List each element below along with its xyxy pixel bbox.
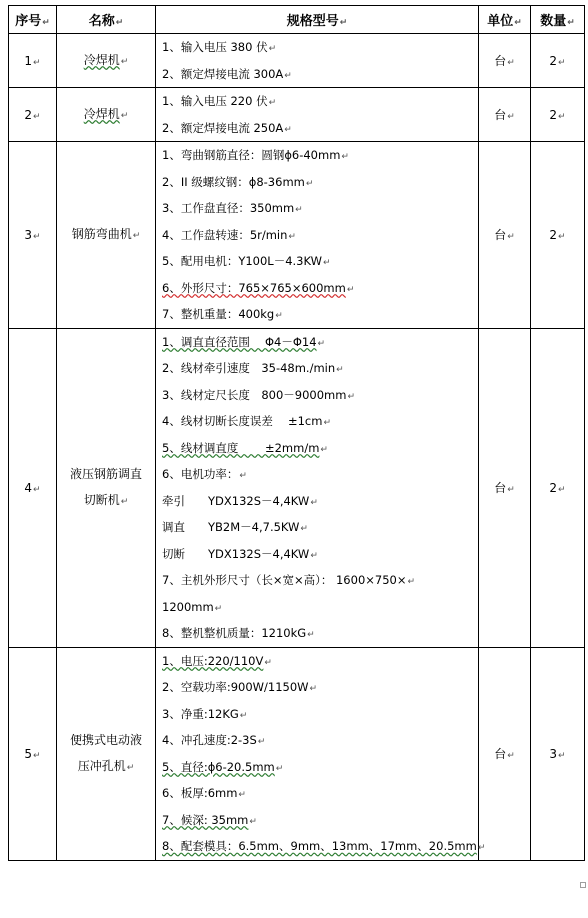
name-text: 液压钢筋调直切断机 — [69, 466, 142, 507]
paragraph-mark: ↵ — [120, 110, 129, 121]
spec-line-text: 1、弯曲钢筋直径：圆钢ɸ6-40mm — [162, 148, 341, 162]
spec-line-text: 5、线材调直度 ±2mm/m — [162, 440, 320, 455]
spec-line — [162, 142, 478, 169]
unit-text: 台 — [494, 54, 507, 68]
spec-line-text: 4、冲孔速度:2-3S — [162, 733, 257, 747]
paragraph-mark: ↵ — [268, 44, 277, 54]
spec-line — [162, 648, 478, 675]
cell-name — [57, 328, 156, 647]
spec-line-text: 3、净重:12KG — [162, 706, 239, 721]
spec-line — [162, 674, 478, 701]
seq-text: 2 — [24, 107, 33, 122]
spec-line — [162, 382, 478, 409]
table-row — [9, 34, 585, 88]
cell-qty — [531, 88, 585, 142]
qty-text: 2 — [549, 107, 558, 122]
paragraph-mark: ↵ — [264, 657, 272, 668]
seq-text: 3 — [24, 227, 33, 242]
spec-line — [162, 88, 478, 115]
cell-name — [57, 142, 156, 329]
spec-line — [162, 248, 478, 275]
paragraph-mark: ↵ — [320, 444, 328, 455]
spec-line — [162, 275, 478, 302]
spec-line — [162, 115, 478, 142]
spec-line — [162, 780, 478, 807]
spec-line-text: 6、外形尺寸：765×765×600mm — [162, 280, 346, 295]
paragraph-mark: ↵ — [284, 70, 292, 81]
paragraph-mark: ↵ — [300, 524, 308, 534]
spec-line-text: 8、整机整机质量：1210kG — [162, 626, 307, 640]
cell-name — [57, 647, 156, 860]
paragraph-mark: ↵ — [284, 124, 292, 135]
paragraph-mark: ↵ — [323, 258, 331, 268]
spec-line-text: 4、工作盘转速：5r/min — [162, 227, 288, 242]
cell-spec — [156, 647, 486, 860]
spec-line-text: 7、整机重量：400kg — [162, 307, 275, 321]
cell-qty — [531, 647, 585, 860]
cell-spec — [156, 88, 479, 142]
paragraph-mark: ↵ — [507, 751, 515, 761]
paragraph-mark: ↵ — [268, 98, 277, 108]
cell-unit — [479, 88, 531, 142]
paragraph-mark: ↵ — [336, 365, 344, 375]
spec-line — [162, 222, 478, 249]
equipment-spec-table — [8, 5, 585, 861]
paragraph-mark: ↵ — [341, 152, 349, 162]
spec-line-text: 6、板厚:6mm — [162, 786, 238, 800]
cell-qty — [531, 328, 585, 647]
cell-qty — [531, 34, 585, 88]
paragraph-mark: ↵ — [238, 790, 246, 800]
spec-line — [162, 461, 478, 488]
paragraph-mark: ↵ — [507, 58, 515, 68]
spec-line-text: 7、候深: 35mm — [162, 812, 249, 827]
paragraph-mark: ↵ — [407, 577, 416, 587]
table-row — [9, 88, 585, 142]
spec-line-text: 2、II 级螺纹钢：ɸ8-36mm — [162, 174, 305, 189]
name-text: 钢筋弯曲机 — [71, 226, 132, 241]
paragraph-mark: ↵ — [288, 231, 296, 242]
spec-line-text: 切断 YDX132S－4,4KW — [162, 546, 310, 561]
spec-line-text: 1200mm — [162, 599, 214, 614]
paragraph-mark: ↵ — [310, 550, 318, 561]
cell-spec — [156, 328, 479, 647]
paragraph-mark: ↵ — [507, 112, 515, 122]
paragraph-mark: ↵ — [295, 205, 303, 215]
spec-line-text: 4、线材切断长度误差 ±1cm — [162, 414, 323, 428]
spec-line-text: 2、空载功率:900W/1150W — [162, 680, 309, 694]
spec-line-text: 1、调直直径范围 Φ4－Φ14 — [162, 334, 317, 349]
paragraph-mark: ↵ — [33, 484, 41, 495]
cell-seq — [9, 328, 57, 647]
paragraph-mark: ↵ — [558, 57, 566, 68]
unit-text: 台 — [494, 747, 507, 761]
paragraph-mark: ↵ — [347, 391, 355, 402]
spec-line-text: 1、电压:220/110V — [162, 653, 264, 668]
spec-line — [162, 727, 478, 754]
paragraph-mark: ↵ — [275, 763, 284, 774]
spec-line — [162, 594, 478, 621]
spec-line — [162, 34, 478, 61]
header-cell-spec: 规格型号↵ — [156, 6, 479, 34]
cell-unit — [479, 647, 531, 860]
spec-line-text: 3、工作盘直径：350mm — [162, 201, 295, 215]
table-row — [9, 328, 585, 647]
cell-seq — [9, 142, 57, 329]
paragraph-mark: ↵ — [317, 338, 326, 349]
paragraph-mark: ↵ — [507, 485, 515, 495]
spec-line-text: 2、额定焊接电流 250A — [162, 120, 284, 135]
spec-line — [162, 567, 478, 594]
name-text: 冷焊机 — [83, 52, 120, 67]
qty-text: 2 — [549, 53, 558, 68]
cell-seq — [9, 34, 57, 88]
qty-text: 2 — [549, 480, 558, 495]
spec-line-text: 8、配套模具：6.5mm、9mm、13mm、17mm、20.5mm — [162, 839, 477, 853]
paragraph-mark: ↵ — [257, 737, 266, 747]
paragraph-mark: ↵ — [305, 178, 314, 189]
paragraph-mark: ↵ — [249, 816, 257, 827]
qty-text: 3 — [549, 746, 558, 761]
spec-line — [162, 301, 478, 328]
paragraph-mark: ↵ — [307, 630, 315, 640]
spec-line-text: 3、线材定尺长度 800－9000mm — [162, 387, 347, 402]
paragraph-mark: ↵ — [275, 311, 283, 321]
cell-unit — [479, 328, 531, 647]
paragraph-mark: ↵ — [120, 496, 129, 507]
paragraph-mark: ↵ — [33, 231, 41, 242]
paragraph-mark: ↵ — [120, 56, 129, 67]
page-corner-mark — [580, 882, 586, 888]
spec-line-text: 2、线材牵引速度 35-48m./min — [162, 361, 336, 375]
cell-name — [57, 88, 156, 142]
spec-line — [162, 195, 478, 222]
spec-line-text: 1、输入电压 220 伏 — [162, 94, 268, 108]
paragraph-mark: ↵ — [132, 230, 141, 241]
cell-seq — [9, 647, 57, 860]
unit-text: 台 — [494, 481, 507, 495]
cell-spec — [156, 34, 479, 88]
seq-text: 5 — [24, 746, 33, 761]
cell-unit — [479, 142, 531, 329]
paragraph-mark: ↵ — [33, 57, 41, 68]
header-cell-qty: 数量↵ — [531, 6, 585, 34]
spec-line-text: 5、直径:ɸ6-20.5mm — [162, 759, 275, 774]
spec-line — [162, 61, 478, 88]
header-cell-name: 名称↵ — [57, 6, 156, 34]
spec-line-text: 5、配用电机：Y100L－4.3KW — [162, 254, 322, 268]
paragraph-mark: ↵ — [507, 232, 515, 243]
cell-name — [57, 34, 156, 88]
paragraph-mark: ↵ — [558, 111, 566, 122]
paragraph-mark: ↵ — [346, 284, 355, 295]
paragraph-mark: ↵ — [239, 471, 247, 481]
paragraph-mark: ↵ — [558, 484, 566, 495]
spec-line — [162, 833, 486, 860]
paragraph-mark: ↵ — [33, 111, 41, 122]
table-header-row — [9, 6, 585, 34]
paragraph-mark: ↵ — [214, 603, 223, 614]
spec-line-text: 7、主机外形尺寸（长×宽×高）： 1600×750× — [162, 573, 407, 587]
name-text: 冷焊机 — [83, 106, 120, 121]
spec-line — [162, 435, 478, 462]
cell-unit — [479, 34, 531, 88]
spec-line — [162, 701, 478, 728]
spec-line-text: 调直 YB2M－4,7.5KW — [162, 520, 300, 534]
spec-line — [162, 754, 478, 781]
unit-text: 台 — [494, 108, 507, 122]
spec-line — [162, 807, 478, 834]
spec-line — [162, 355, 478, 382]
spec-line — [162, 408, 478, 435]
spec-line — [162, 488, 478, 515]
paragraph-mark: ↵ — [309, 684, 318, 694]
header-cell-seq: 序号↵ — [9, 6, 57, 34]
paragraph-mark: ↵ — [239, 710, 248, 721]
paragraph-mark: ↵ — [126, 762, 135, 773]
spec-line-text: 2、额定焊接电流 300A — [162, 66, 284, 81]
paragraph-mark: ↵ — [558, 750, 566, 761]
paragraph-mark: ↵ — [310, 497, 318, 508]
unit-text: 台 — [494, 228, 507, 243]
paragraph-mark: ↵ — [323, 418, 331, 428]
name-text: 便携式电动液压冲孔机 — [69, 732, 142, 773]
seq-text: 1 — [24, 53, 33, 68]
table-row — [9, 142, 585, 329]
header-cell-unit: 单位↵ — [479, 6, 531, 34]
cell-qty — [531, 142, 585, 329]
spec-line — [162, 514, 478, 541]
spec-table-page — [8, 5, 584, 882]
paragraph-mark: ↵ — [33, 750, 41, 761]
spec-line-text: 1、输入电压 380 伏 — [162, 40, 268, 54]
spec-line-text: 6、电机功率： — [162, 467, 239, 481]
paragraph-mark: ↵ — [477, 843, 486, 853]
paragraph-mark: ↵ — [558, 231, 566, 242]
seq-text: 4 — [24, 480, 33, 495]
spec-line — [162, 169, 478, 196]
spec-line — [162, 329, 478, 356]
spec-line-text: 牵引 YDX132S－4,4KW — [162, 493, 310, 508]
cell-spec — [156, 142, 479, 329]
spec-line — [162, 620, 478, 647]
cell-seq — [9, 88, 57, 142]
table-row — [9, 647, 585, 860]
spec-line — [162, 541, 478, 568]
qty-text: 2 — [549, 227, 558, 242]
